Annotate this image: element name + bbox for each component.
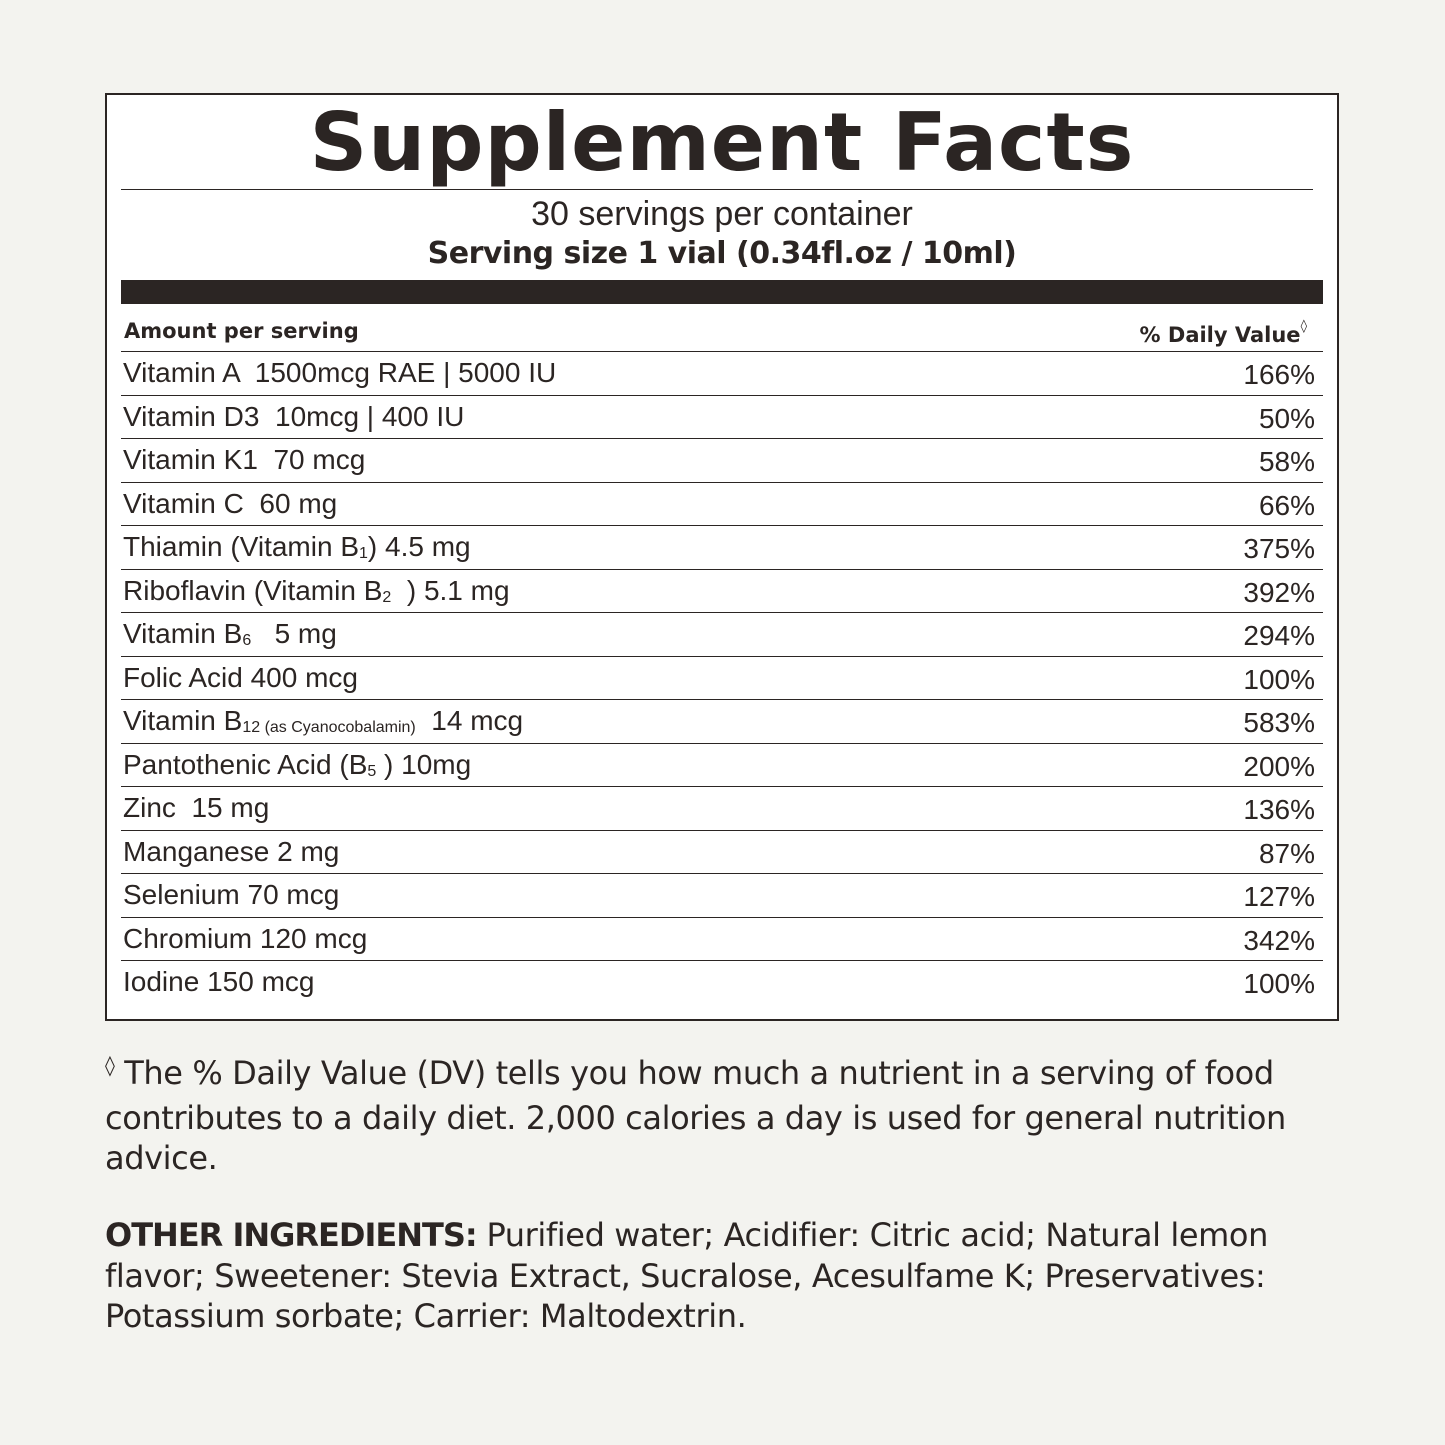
nutrient-name: Iodine 150 mcg xyxy=(123,966,315,997)
supplement-facts-panel xyxy=(105,93,1339,1021)
nutrient-name-part: Thiamin (Vitamin B xyxy=(123,531,360,562)
table-row xyxy=(121,657,1323,701)
daily-value-percent: 392% xyxy=(1243,576,1315,608)
panel-title: Supplement Facts xyxy=(309,96,1135,189)
nutrient-name: Selenium 70 mcg xyxy=(123,879,340,910)
daily-value-percent: 100% xyxy=(1243,968,1315,999)
footnote-text: The % Daily Value (DV) tells you how much a nutrient in a serving of food contributes to a daily diet. 2,000 calories a day is used for general nutrition advice. xyxy=(105,1054,1286,1177)
footnote-diamond-mark: ◊ xyxy=(105,1053,115,1077)
daily-value-percent: 100% xyxy=(1243,663,1315,695)
daily-value-percent: 166% xyxy=(1243,359,1315,390)
table-row xyxy=(121,700,1323,744)
nutrient-name-part: ) 5.1 mg xyxy=(391,574,510,606)
nutrient-name: Zinc 15 mg xyxy=(123,792,270,823)
nutrient-name: Vitamin K1 70 mcg xyxy=(123,444,366,475)
table-row xyxy=(121,874,1323,918)
nutrient-name-part: ) 4.5 mg xyxy=(367,531,471,562)
daily-value-header-label: % Daily Value xyxy=(1139,323,1301,347)
nutrient-name: Vitamin A 1500mcg RAE | 5000 IU xyxy=(123,357,557,388)
nutrient-subscript: 2 xyxy=(382,588,392,606)
daily-value-percent: 127% xyxy=(1243,881,1315,912)
nutrient-name-part: Vitamin B xyxy=(123,618,243,649)
table-row xyxy=(121,352,1323,396)
table-row xyxy=(121,526,1323,570)
table-row xyxy=(121,831,1323,875)
nutrient-subscript: 6 xyxy=(242,632,252,649)
other-ingredients xyxy=(105,1215,1330,1337)
table-header xyxy=(121,317,1323,349)
daily-value-percent: 58% xyxy=(1258,446,1315,477)
diamond-mark: ◊ xyxy=(1300,319,1307,334)
daily-value-percent: 87% xyxy=(1258,837,1315,869)
nutrient-name-part: ) 10mg xyxy=(376,748,472,780)
daily-value-percent: 583% xyxy=(1243,707,1315,738)
thick-divider-bar xyxy=(121,280,1323,304)
nutrient-name xyxy=(123,704,523,743)
nutrient-name: Vitamin D3 10mcg | 400 IU xyxy=(123,400,465,432)
nutrient-table xyxy=(121,352,1323,1004)
daily-value-header xyxy=(1140,317,1307,349)
nutrient-name-part: Riboflavin (Vitamin B xyxy=(123,574,383,606)
table-row xyxy=(121,744,1323,788)
daily-value-percent: 294% xyxy=(1243,620,1315,651)
daily-value-percent: 375% xyxy=(1243,533,1315,564)
daily-value-percent: 136% xyxy=(1243,794,1315,825)
nutrient-name: Manganese 2 mg xyxy=(123,835,340,867)
daily-value-footnote xyxy=(105,1053,1330,1179)
daily-value-percent: 66% xyxy=(1258,489,1315,521)
table-row xyxy=(121,396,1323,440)
nutrient-name xyxy=(123,748,471,787)
nutrient-name-part: 5 mg xyxy=(251,618,337,649)
table-row xyxy=(121,961,1323,1004)
table-row xyxy=(121,570,1323,614)
daily-value-percent: 342% xyxy=(1243,924,1315,956)
table-row xyxy=(121,613,1323,657)
nutrient-name: Folic Acid 400 mcg xyxy=(123,661,358,693)
table-row xyxy=(121,439,1323,483)
title-divider xyxy=(121,189,1313,190)
nutrient-name xyxy=(123,574,510,613)
nutrient-name xyxy=(123,530,471,569)
table-row xyxy=(121,787,1323,831)
nutrient-name: Chromium 120 mcg xyxy=(123,922,368,954)
nutrient-name: Vitamin C 60 mg xyxy=(123,487,338,519)
other-ingredients-label: OTHER INGREDIENTS: xyxy=(105,1216,477,1254)
nutrient-name-part: Pantothenic Acid (B xyxy=(123,748,368,780)
nutrient-name-part: 14 mcg xyxy=(415,705,524,736)
nutrient-name-part: Vitamin B xyxy=(123,705,243,736)
daily-value-percent: 200% xyxy=(1243,750,1315,782)
daily-value-percent: 50% xyxy=(1258,402,1315,434)
nutrient-subscript: 1 xyxy=(359,545,368,562)
table-row xyxy=(121,918,1323,962)
serving-size: Serving size 1 vial (0.34fl.oz / 10ml) xyxy=(427,236,1017,271)
amount-per-serving-header: Amount per serving xyxy=(124,319,359,343)
table-row xyxy=(121,483,1323,527)
nutrient-name xyxy=(123,617,337,656)
nutrient-subscript: 12 (as Cyanocobalamin) xyxy=(242,719,416,736)
nutrient-subscript: 5 xyxy=(367,762,377,780)
servings-per-container: 30 servings per container xyxy=(531,195,913,233)
other-ingredients-text: Purified water; Acidifier: Citric acid; Natural lemon flavor; Sweetener: Stevia Extract, Sucralose, Acesulfame K; Preservatives: Potassium sorbate; Carrier: Maltodextrin. xyxy=(105,1216,1268,1335)
